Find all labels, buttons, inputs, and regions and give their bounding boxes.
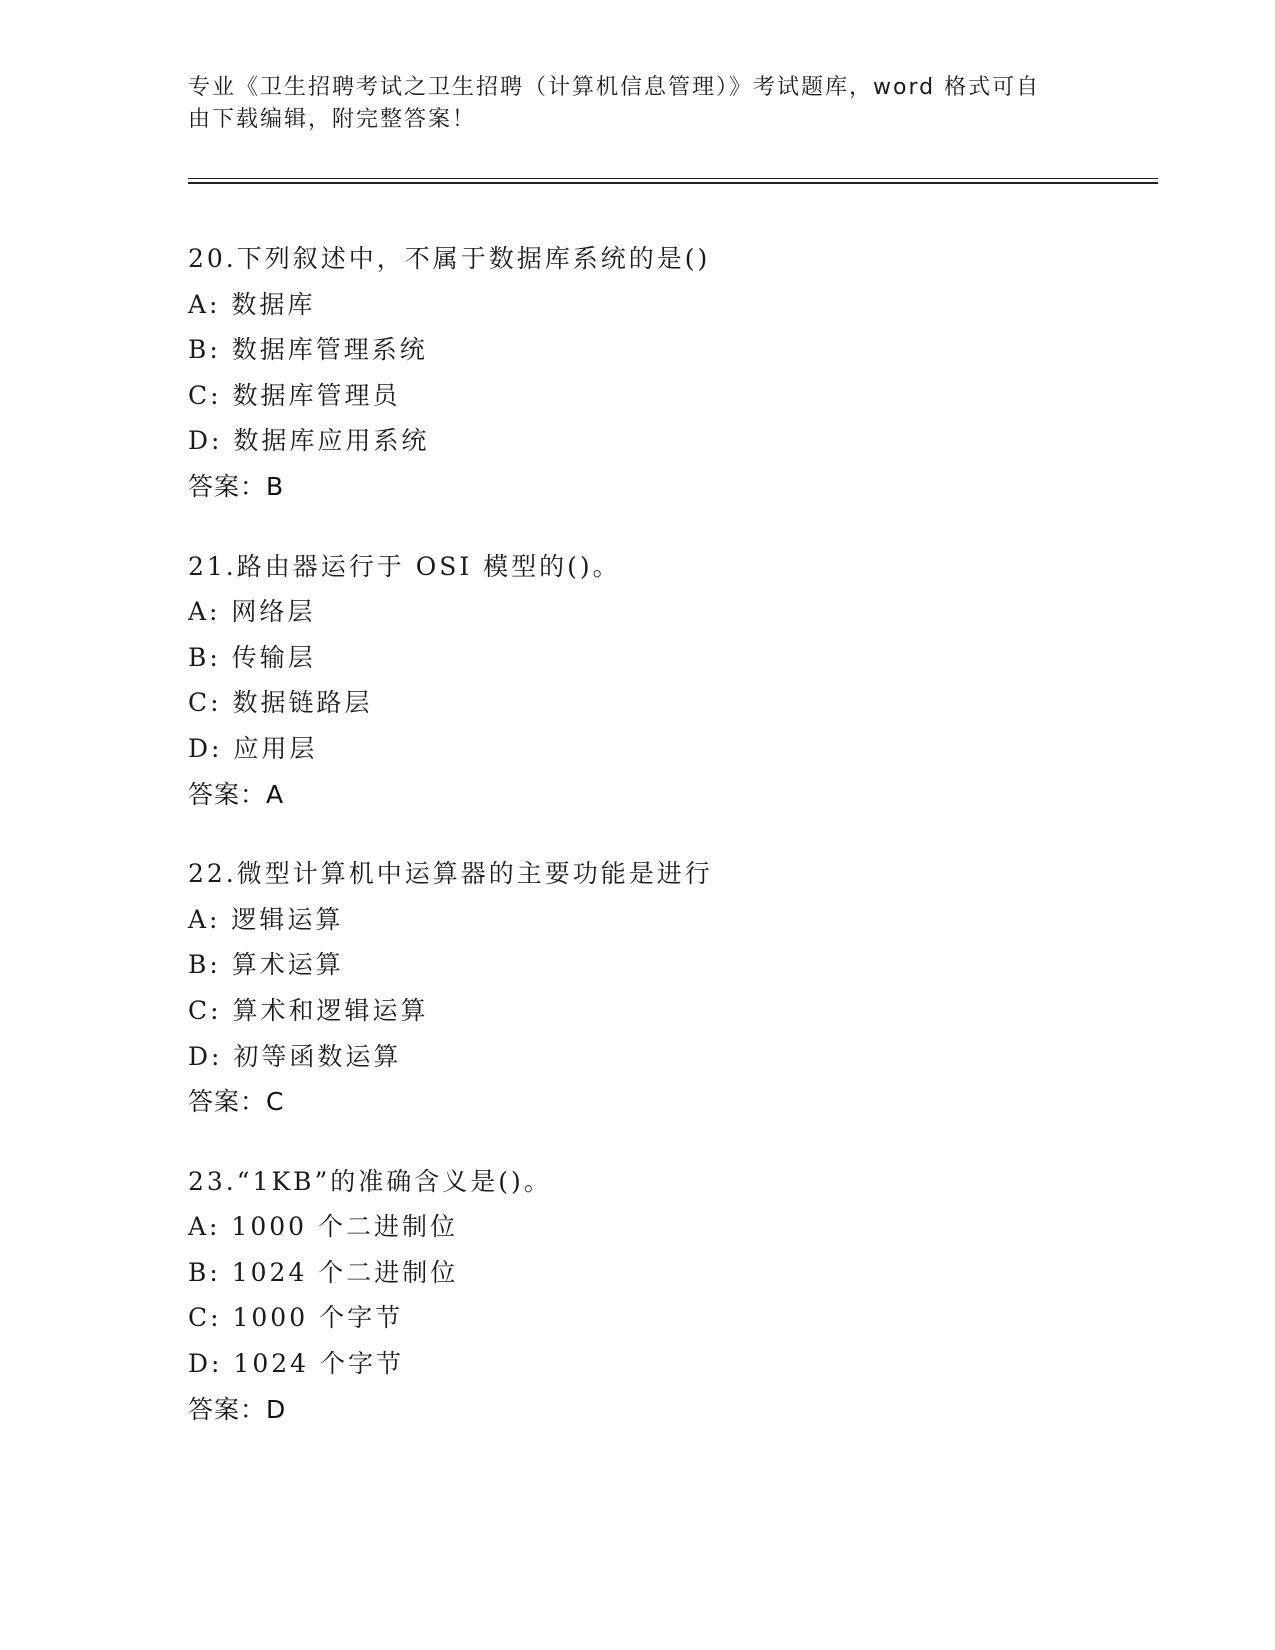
question-stem: 21.路由器运行于 OSI 模型的()。: [188, 551, 621, 581]
header-divider-top: [188, 178, 1158, 179]
option-a: A: 数据库: [188, 289, 316, 319]
option-a: A: 逻辑运算: [188, 904, 344, 934]
option-c: C: 数据链路层: [188, 688, 373, 718]
question-stem: 22.微型计算机中运算器的主要功能是进行: [188, 859, 713, 889]
answer: 答案：A: [188, 779, 285, 809]
header-line-2: 由下载编辑，附完整答案！: [188, 107, 477, 132]
option-a: A: 网络层: [188, 597, 316, 627]
question-list: [188, 236, 1148, 1466]
option-b: B: 1024 个二进制位: [188, 1257, 459, 1287]
question-23: [188, 1159, 1148, 1433]
answer: 答案：C: [188, 1087, 285, 1117]
option-d: D: 初等函数运算: [188, 1041, 402, 1071]
option-d: D: 数据库应用系统: [188, 426, 430, 456]
answer: 答案：B: [188, 471, 285, 501]
header-line-1: 专业《卫生招聘考试之卫生招聘（计算机信息管理）》考试题库，word 格式可自: [188, 75, 1041, 100]
option-b: B: 数据库管理系统: [188, 335, 428, 365]
option-d: D: 应用层: [188, 733, 318, 763]
question-22: [188, 851, 1148, 1125]
option-d: D: 1024 个字节: [188, 1349, 404, 1379]
option-c: C: 算术和逻辑运算: [188, 995, 429, 1025]
document-header: [188, 72, 1088, 136]
option-b: B: 传输层: [188, 642, 316, 672]
option-a: A: 1000 个二进制位: [188, 1212, 458, 1242]
option-b: B: 算术运算: [188, 950, 344, 980]
question-21: [188, 544, 1148, 818]
question-20: [188, 236, 1148, 510]
header-divider-bottom: [188, 182, 1158, 184]
answer: 答案：D: [188, 1394, 287, 1424]
option-c: C: 1000 个字节: [188, 1303, 404, 1333]
option-c: C: 数据库管理员: [188, 380, 401, 410]
question-stem: 20.下列叙述中，不属于数据库系统的是(): [188, 244, 711, 273]
question-stem: 23.“1KB”的准确含义是()。: [188, 1166, 552, 1196]
